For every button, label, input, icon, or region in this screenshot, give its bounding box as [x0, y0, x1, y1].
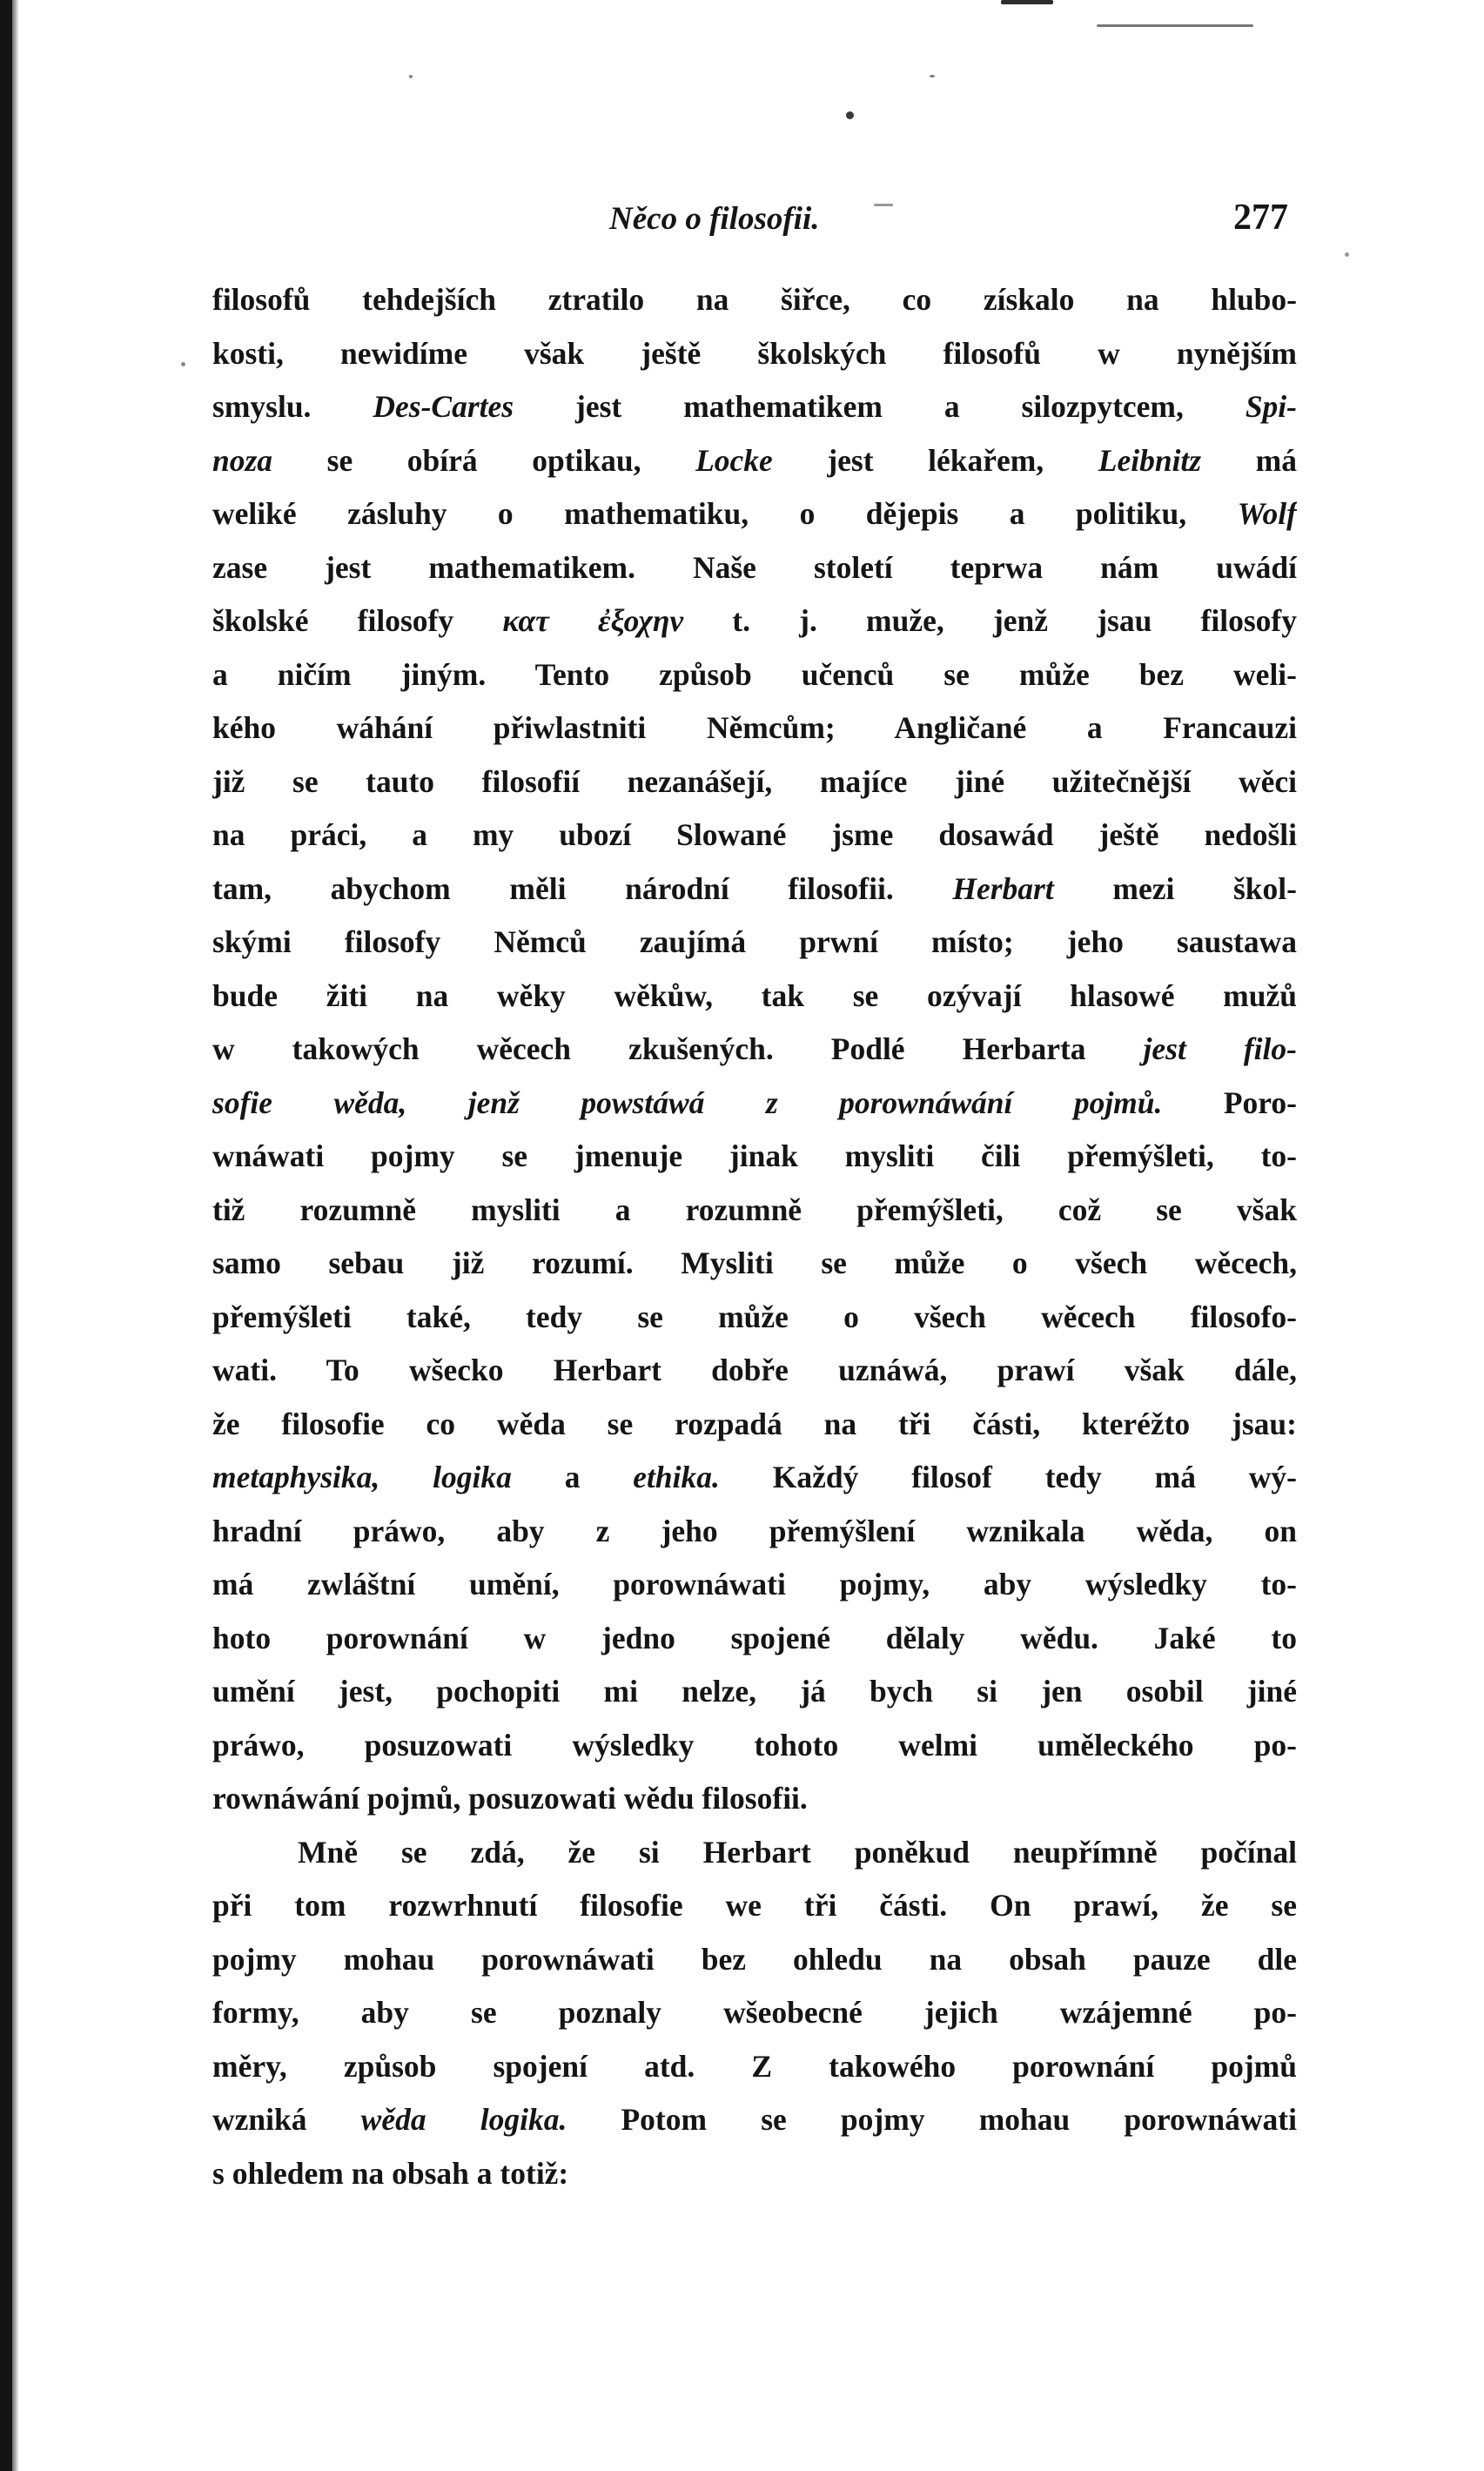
text-segment: tam, abychom měli národní filosofii. — [212, 870, 953, 906]
text-line — [212, 2040, 1297, 2094]
text-line — [212, 1879, 1297, 1933]
text-segment: kosti, newidíme však ještě školských filosofů w nynějším — [212, 335, 1297, 371]
italic-text: wěda logika. — [360, 2102, 567, 2137]
top-edge-mark — [1001, 0, 1053, 4]
text-segment: měry, způsob spojení atd. Z takowého porownání pojmů — [212, 2048, 1297, 2084]
text-segment: w takowých wěcech zkušených. Podlé Herbarta — [212, 1031, 1144, 1066]
italic-text: Leibnitz — [1098, 442, 1202, 478]
text-line — [212, 1451, 1297, 1505]
text-line — [212, 1130, 1297, 1184]
text-line — [212, 702, 1297, 755]
text-segment: má zwláštní umění, porownáwati pojmy, aby wýsledky to- — [212, 1567, 1297, 1601]
text-line — [212, 1933, 1297, 1987]
text-line — [212, 1344, 1297, 1398]
text-line — [212, 916, 1297, 970]
text-line — [212, 380, 1297, 434]
italic-text: κατ ἐξοχην — [502, 603, 684, 638]
page-gutter-shadow — [12, 0, 19, 2471]
text-segment: Mně se zdá, že si Herbart poněkud neupřímně počínal — [298, 1834, 1297, 1870]
text-segment: bude žiti na wěky wěkůw, tak se ozývají hlasowé mužů — [212, 977, 1297, 1013]
text-line — [212, 648, 1297, 702]
text-line — [212, 541, 1297, 595]
italic-text: jest filo- — [1143, 1031, 1297, 1066]
text-line — [212, 1505, 1297, 1559]
text-line — [212, 327, 1297, 381]
body-text — [212, 273, 1297, 2200]
text-line — [212, 1986, 1297, 2040]
text-segment: kého wáhání přiwlastniti Němcům; Angličané a Francauzi — [212, 710, 1297, 745]
text-segment: zase jest mathematikem. Naše století teprwa nám uwádí — [212, 549, 1297, 585]
text-segment: Každý filosof tedy má wý- — [719, 1460, 1297, 1494]
italic-text: Spi- — [1245, 389, 1297, 424]
text-segment: wnáwati pojmy se jmenuje jinak mysliti čili přemýšleti, to- — [212, 1138, 1297, 1173]
text-segment: přemýšleti také, tedy se může o všech wěcech filosofo- — [212, 1299, 1297, 1334]
text-line — [212, 487, 1297, 541]
text-segment: Potom se pojmy mohau porownáwati — [567, 2102, 1297, 2137]
text-segment: pojmy mohau porownáwati bez ohledu na obsah pauze dle — [212, 1941, 1297, 1977]
text-line — [212, 970, 1297, 1024]
text-segment: mezi škol- — [1053, 870, 1297, 906]
text-segment: má — [1201, 442, 1297, 478]
running-title: Něco o filosofii. — [609, 201, 820, 237]
ink-speck — [409, 75, 413, 78]
text-segment: jest lékařem, — [772, 442, 1098, 478]
italic-text: Des-Cartes — [373, 389, 514, 424]
text-line — [212, 1237, 1297, 1291]
text-line — [212, 1719, 1297, 1773]
italic-text: Herbart — [952, 870, 1054, 906]
text-segment: hradní práwo, aby z jeho přemýšlení wznikala wěda, on — [212, 1513, 1297, 1548]
text-segment: jest mathematikem a silozpytcem, — [514, 389, 1246, 424]
text-segment: již se tauto filosofií nezanášejí, majíce jiné užitečnější wěci — [212, 763, 1297, 799]
page-number: 277 — [1233, 198, 1288, 238]
italic-text: Locke — [695, 442, 773, 478]
text-segment: tiž rozumně mysliti a rozumně přemýšleti, což se však — [212, 1192, 1297, 1227]
text-segment: weliké zásluhy o mathematiku, o dějepis a politiku, — [212, 496, 1238, 531]
text-segment: smyslu. — [212, 389, 373, 424]
italic-text: ethika. — [633, 1460, 720, 1494]
text-line — [212, 755, 1297, 809]
italic-text: sofie wěda, jenž powstáwá z porownáwání pojmů. — [212, 1084, 1163, 1120]
text-segment: filosofů tehdejších ztratilo na šiřce, co získalo na hlubo- — [212, 282, 1297, 317]
text-line — [212, 1023, 1297, 1077]
text-segment: že filosofie co wěda se rozpadá na tři části, kteréžto jsau: — [212, 1406, 1297, 1441]
text-segment: s ohledem na obsah a totiž: — [212, 2155, 569, 2191]
text-line — [212, 1665, 1297, 1719]
text-segment: Poro- — [1162, 1084, 1297, 1120]
text-line — [212, 1184, 1297, 1238]
text-segment: a ničím jiným. Tento způsob učenců se může bez weli- — [212, 656, 1297, 692]
text-line — [212, 1612, 1297, 1666]
text-segment: formy, aby se poznaly wšeobecné jejich wzájemné po- — [212, 1995, 1297, 2030]
text-segment: samo sebau již rozumí. Mysliti se může o všech wěcech, — [212, 1246, 1297, 1280]
text-line — [212, 2093, 1297, 2147]
text-line — [212, 594, 1297, 648]
text-line — [212, 1398, 1297, 1452]
text-segment: se obírá optikau, — [272, 442, 696, 478]
text-segment: skými filosofy Němců zaujímá prwní místo; jeho saustawa — [212, 924, 1297, 959]
text-segment: umění jest, pochopiti mi nelze, já bych si jen osobil jiné — [212, 1674, 1297, 1709]
text-segment: na práci, a my ubozí Slowané jsme dosawád ještě nedošli — [212, 817, 1297, 852]
text-segment: práwo, posuzowati wýsledky tohoto welmi uměleckého po- — [212, 1727, 1297, 1763]
text-line — [212, 863, 1297, 917]
text-segment: wzniká — [212, 2102, 361, 2137]
ink-speck — [181, 362, 185, 366]
text-line — [212, 1077, 1297, 1131]
text-line — [212, 1291, 1297, 1345]
text-segment: wati. To wšecko Herbart dobře uznáwá, prawí však dále, — [212, 1353, 1297, 1387]
text-line — [212, 809, 1297, 863]
ink-speck — [930, 75, 935, 77]
text-line — [212, 273, 1297, 327]
text-segment: a — [511, 1460, 634, 1494]
text-line — [212, 1826, 1297, 1880]
text-segment: t. j. muže, jenž jsau filosofy — [683, 603, 1297, 638]
italic-text: metaphysika, logika — [212, 1460, 512, 1494]
top-edge-mark — [1097, 24, 1253, 27]
text-line — [212, 2147, 1297, 2201]
text-line — [212, 434, 1297, 488]
text-line — [212, 1772, 1297, 1826]
text-line — [212, 1558, 1297, 1612]
text-segment: rownáwání pojmů, posuzowati wědu filosofii. — [212, 1781, 808, 1816]
italic-text: Wolf — [1237, 496, 1297, 531]
book-spine-edge — [0, 0, 12, 2471]
text-segment: hoto porownání w jedno spojené dělaly wědu. Jaké to — [212, 1620, 1297, 1655]
text-segment: při tom rozwrhnutí filosofie we tři části. On prawí, že se — [212, 1888, 1297, 1923]
text-segment: školské filosofy — [212, 603, 503, 638]
ink-speck — [846, 111, 854, 119]
italic-text: noza — [212, 442, 273, 478]
ink-speck — [1345, 252, 1349, 257]
